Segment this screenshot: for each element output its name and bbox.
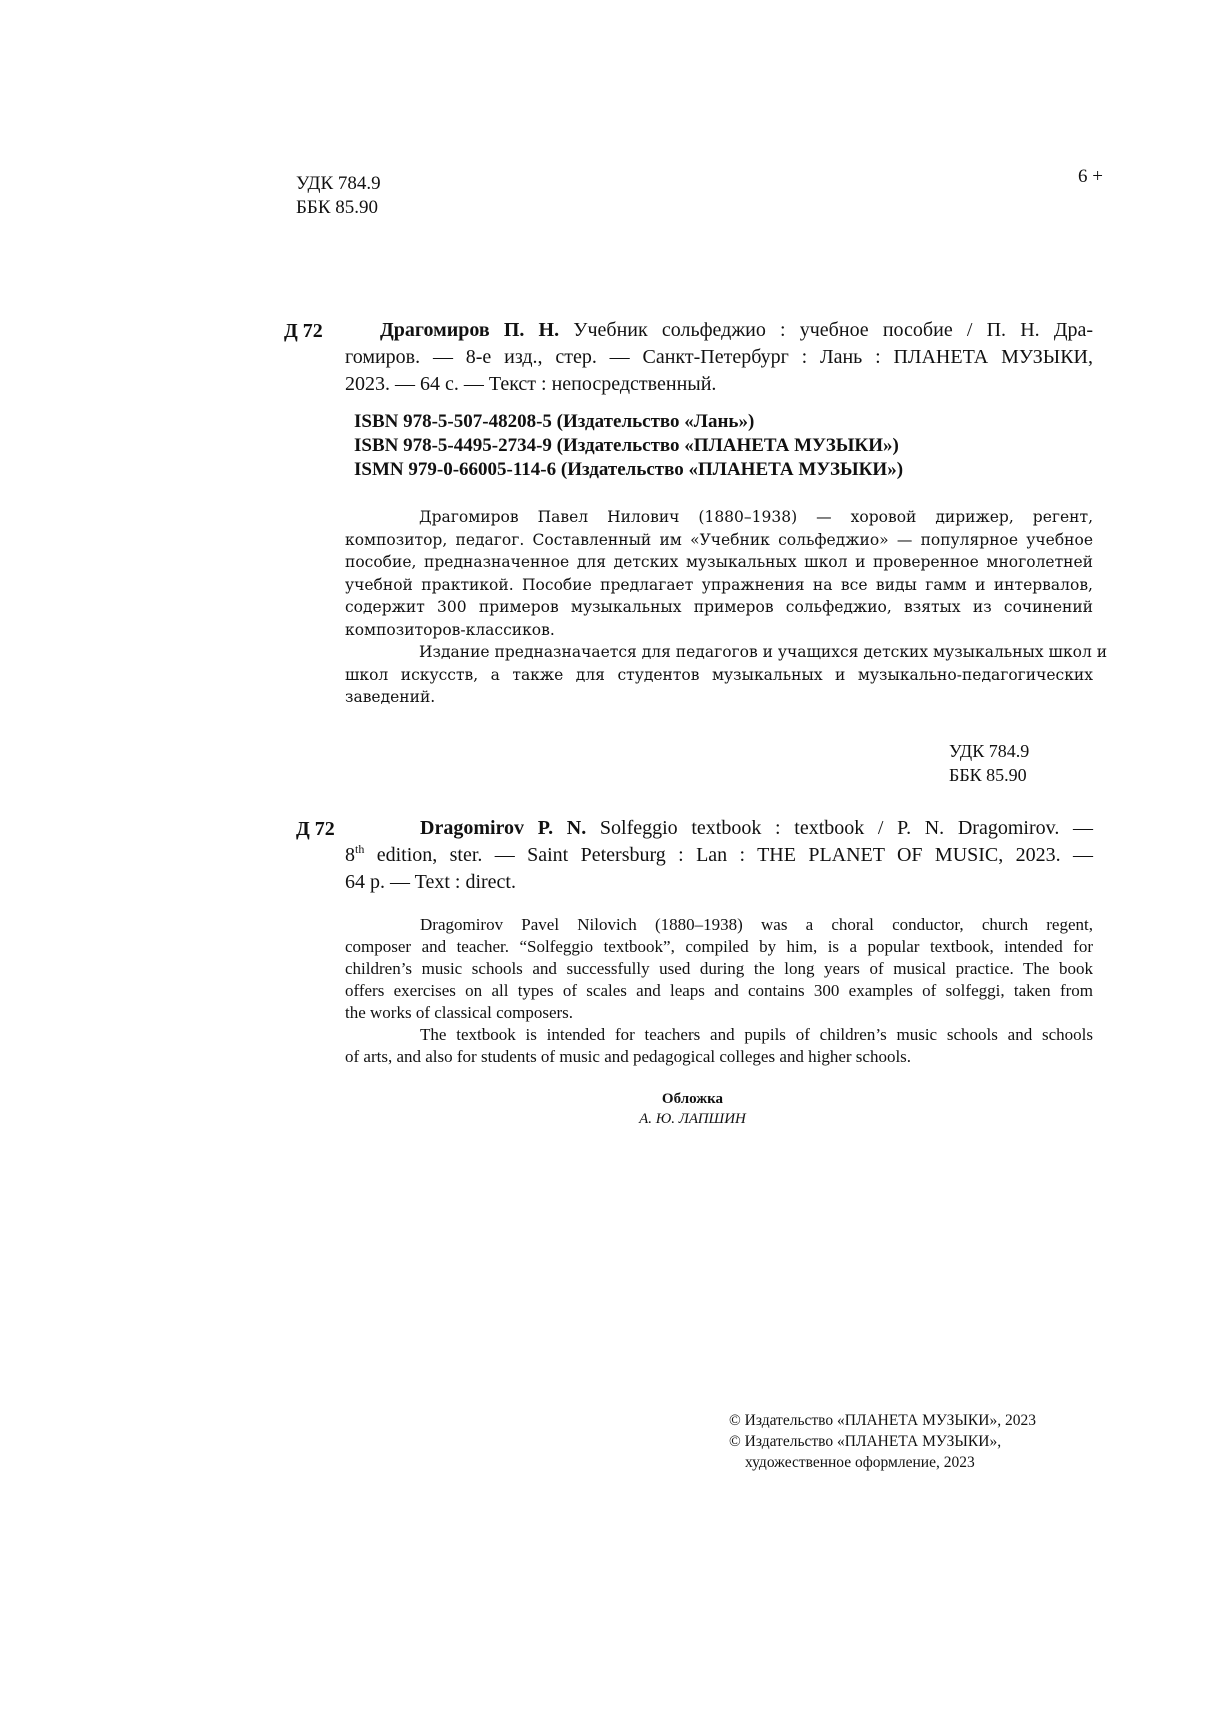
cover-label: Обложка xyxy=(661,1091,724,1107)
annotation-en xyxy=(345,914,1093,1068)
author-sign-en: Д 72 xyxy=(296,818,335,840)
annotation-line: содержит 300 примеров музыкальных примеров сольфеджио, взятых из сочинений xyxy=(345,598,1093,616)
age-rating: 6 + xyxy=(1078,166,1103,187)
edition-suffix: th xyxy=(355,842,365,856)
annotation-line: композитор, педагог. Составленный им «Учебник сольфеджио» — популярное учебное xyxy=(345,530,1093,549)
annotation-line: children’s music schools and successfully used during the long years of musical practice. The book xyxy=(345,959,1093,978)
identifiers-block xyxy=(354,410,903,482)
copyright-block xyxy=(729,1410,1036,1473)
entry-text: Solfeggio textbook : textbook / P. N. Dragomirov. — xyxy=(586,817,1093,839)
copyright-line: © Издательство «ПЛАНЕТА МУЗЫКИ», 2023 xyxy=(729,1412,1036,1429)
bbk-code: ББК 85.90 xyxy=(949,765,1027,785)
annotation-line: composer and teacher. “Solfeggio textbook”, compiled by him, is a popular textbook, intended for xyxy=(345,937,1093,956)
mid-classification xyxy=(949,739,1029,787)
entry-text: edition, ster. — Saint Petersburg : Lan : THE PLANET OF MUSIC, 2023. — xyxy=(364,844,1093,866)
top-classification xyxy=(296,172,381,220)
annotation-line: The textbook is intended for teachers and pupils of children’s music schools and schools xyxy=(420,1025,1093,1044)
isbn-planeta: ISBN 978-5-4495-2734-9 (Издательство «ПЛАНЕТА МУЗЫКИ») xyxy=(354,435,899,456)
annotation-line: Драгомиров Павел Нилович (1880–1938) — хоровой дирижер, регент, xyxy=(419,508,1093,526)
entry-line xyxy=(345,842,1093,869)
cover-designer: А. Ю. ЛАПШИН xyxy=(639,1111,746,1127)
annotation-line: Dragomirov Pavel Nilovich (1880–1938) was a choral conductor, church regent, xyxy=(420,915,1093,934)
annotation-line: композиторов-классиков. xyxy=(345,620,555,639)
annotation-line: the works of classical composers. xyxy=(345,1003,574,1022)
annotation-line: пособие, предназначенное для детских музыкальных школ и проверенное многолетней xyxy=(345,553,1093,571)
udk-code: УДК 784.9 xyxy=(949,741,1030,761)
copyright-line: художественное оформление, 2023 xyxy=(745,1454,975,1471)
author-name: Dragomirov P. N. xyxy=(420,817,587,839)
annotation-line: of arts, and also for students of music and pedagogical colleges and higher schools. xyxy=(345,1047,912,1066)
annotation-line: школ искусств, а также для студентов музыкальных и музыкально-педагогических xyxy=(345,665,1093,684)
copyright-line: © Издательство «ПЛАНЕТА МУЗЫКИ», xyxy=(729,1433,1002,1450)
author-name: Драгомиров П. Н. xyxy=(380,319,560,341)
author-sign-ru: Д 72 xyxy=(284,320,323,342)
entry-line xyxy=(345,815,1093,842)
entry-line: 64 p. — Text : direct. xyxy=(345,871,516,893)
bbk-code: ББК 85.90 xyxy=(296,197,378,218)
entry-text: Учебник сольфеджио : учебное пособие / П. Н. Дра- xyxy=(559,319,1093,341)
bibliographic-entry-en xyxy=(345,815,1093,896)
bibliographic-entry-ru xyxy=(345,317,1093,398)
annotation-line: Издание предназначается для педагогов и учащихся детских музыкальных школ и xyxy=(419,643,1108,661)
entry-line: гомиров. — 8-е изд., стер. — Санкт-Петербург : Лань : ПЛАНЕТА МУЗЫКИ, xyxy=(345,346,1093,368)
annotation-line: учебной практикой. Пособие предлагает упражнения на все виды гамм и интервалов, xyxy=(345,575,1093,594)
entry-line: 2023. — 64 с. — Текст : непосредственный. xyxy=(345,373,717,395)
annotation-line: заведений. xyxy=(345,688,436,706)
udk-code: УДК 784.9 xyxy=(296,173,381,194)
isbn-lan: ISBN 978-5-507-48208-5 (Издательство «Лань») xyxy=(354,411,755,432)
ismn-planeta: ISMN 979-0-66005-114-6 (Издательство «ПЛАНЕТА МУЗЫКИ») xyxy=(354,459,904,480)
annotation-line: offers exercises on all types of scales and leaps and contains 300 examples of solfeggi, taken from xyxy=(345,981,1093,1000)
edition-number: 8 xyxy=(345,844,355,866)
entry-line xyxy=(345,317,1093,344)
annotation-ru xyxy=(345,506,1108,709)
